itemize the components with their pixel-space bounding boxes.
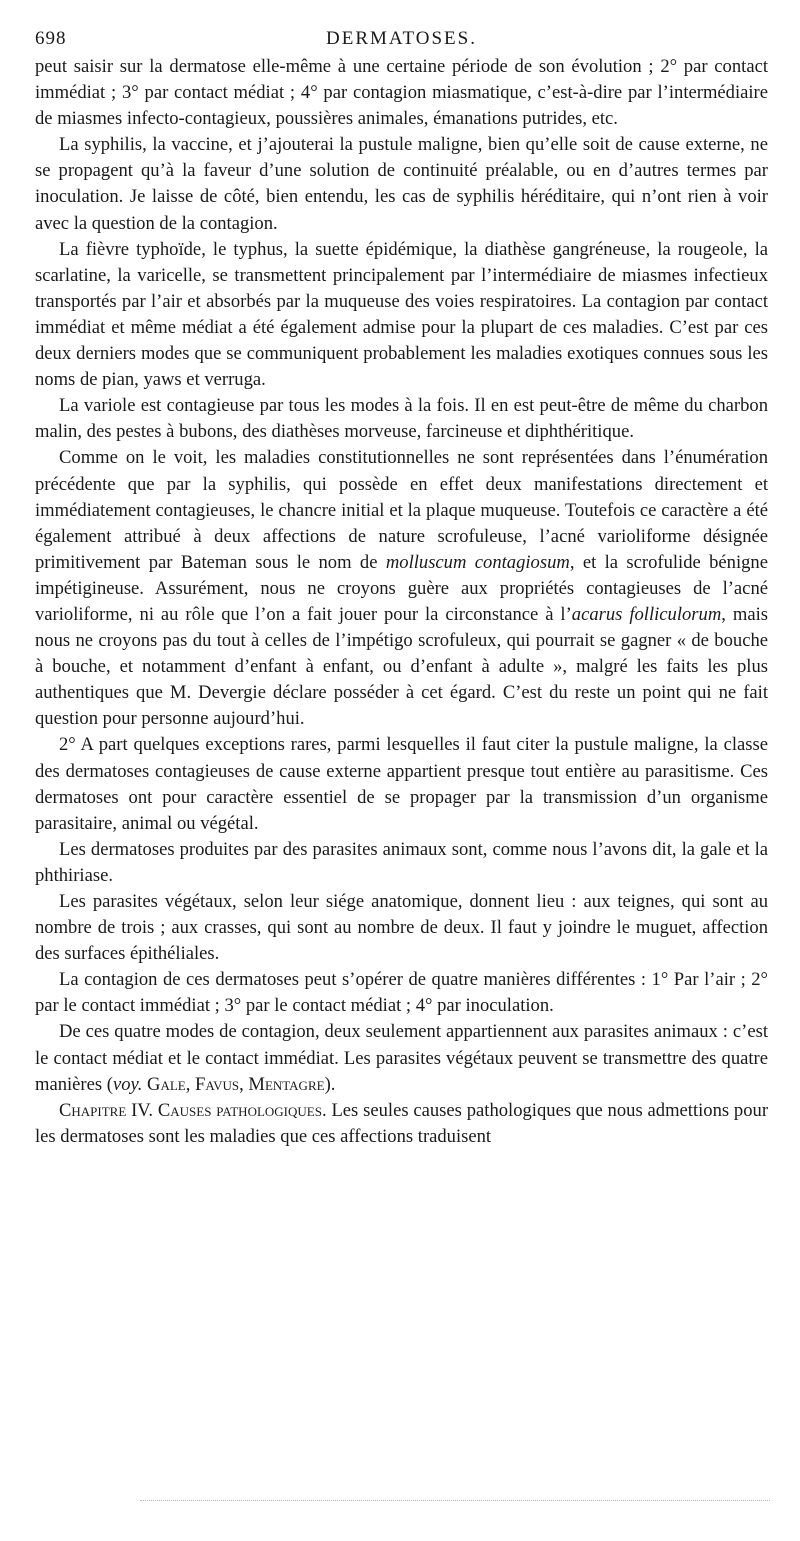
- footer-rule: [140, 1500, 770, 1501]
- cross-ref-gale: Gale: [147, 1073, 186, 1095]
- chapter-label: Chapitre IV.: [59, 1099, 153, 1121]
- cross-ref-mentagre: Mentagre: [248, 1073, 325, 1095]
- chapter-title: Causes pathologiques.: [157, 1099, 327, 1121]
- paragraph-6: 2° A part quelques exceptions rares, parmi lesquelles il faut citer la pustule maligne, la classe des dermatoses contagieuses de cause externe appartient presque tout entière au parasitisme. Ces dermatoses ont pour caractère essentiel de se propager par la transmission d’un organisme parasitaire, animal ou végétal.: [35, 734, 768, 834]
- paragraph-5-text-c: , et la scrofulide bénigne impétigineuse. Assurément, nous ne croyons guère aux propriétés contagieuses de l’acné varioliforme, ni au rôle que l’on a fait jouer pour la circonstance à l’: [35, 551, 768, 625]
- term-acarus-folliculorum: acarus folliculorum: [571, 603, 722, 625]
- running-title: DERMATOSES.: [326, 28, 477, 49]
- paragraph-2: La syphilis, la vaccine, et j’ajouterai la pustule maligne, bien qu’elle soit de cause externe, ne se propagent qu’à la faveur d’une solution de continuité préalable, ou en d’autres termes par inoculation. Je laisse de côté, bien entendu, les cas de syphilis héréditaire, qui n’ont rien à voir avec la question de la contagion.: [35, 134, 768, 234]
- paragraph-8: Les parasites végétaux, selon leur siége anatomique, donnent lieu : aux teignes, qui sont au nombre de trois ; aux crasses, qui sont au nombre de deux. Il faut y joindre le muguet, affection des surfaces épithéliales.: [35, 891, 768, 965]
- paragraph-4: La variole est contagieuse par tous les modes à la fois. Il en est peut-être de même du charbon malin, des pestes à bubons, des diathèses morveuse, farcineuse et diphthéritique.: [35, 395, 768, 443]
- paragraph-11-text: Les seules causes pathologiques que nous admettions pour les dermatoses sont les maladies que ces affections traduisent: [35, 1099, 769, 1147]
- paragraph-10-text: De ces quatre modes de contagion, deux seulement appartiennent aux parasites animaux : c’est le contact médiat et le contact immédiat. Les parasites végétaux peuvent se transmettre des quatre manières (: [35, 1021, 768, 1095]
- separator: ,: [185, 1073, 196, 1095]
- page-number: 698: [35, 28, 67, 49]
- separator: ,: [239, 1073, 249, 1095]
- paragraph-5-text-e: , mais nous ne croyons pas du tout à celles de l’impétigo scrofuleux, qui pourrait se gagner « de bouche à bouche, et notamment d’enfant à enfant, ou d’enfant à adulte », malgré les faits les plus authentiques que M. Devergie déclare posséder à cet égard. C’est du reste un point qui ne fait question pour personne aujourd’hui.: [35, 603, 768, 730]
- closing-paren: ).: [324, 1073, 336, 1095]
- cross-ref-favus: Favus: [195, 1073, 240, 1095]
- paragraph-11: [35, 1098, 768, 1150]
- paragraph-1: peut saisir sur la dermatose elle-même à une certaine période de son évolution ; 2° par contact immédiat ; 3° par contact médiat ; 4° par contagion miasmatique, c’est-à-dire par l’intermédiaire de miasmes infecto-contagieux, poussières animales, émanations putrides, etc.: [35, 56, 768, 130]
- paragraph-9: La contagion de ces dermatoses peut s’opérer de quatre manières différentes : 1° Par l’air ; 2° par le contact immédiat ; 3° par le contact médiat ; 4° par inoculation.: [35, 969, 768, 1017]
- paragraph-10: [35, 1019, 768, 1097]
- paragraph-5-text-a: Comme on le voit, les maladies constitutionnelles ne sont représentées dans l’énumération précédente que par la syphilis, qui possède en effet deux manifestations directement et immédiatement contagieuses, le chancre initial et la plaque muqueuse. Toutefois ce caractère a été également attribué à deux affections de nature scrofuleuse, l’acné varioliforme désignée primitivement par Bateman sous le nom de: [35, 447, 768, 573]
- paragraph-3: La fièvre typhoïde, le typhus, la suette épidémique, la diathèse gangréneuse, la rougeole, la scarlatine, la varicelle, se transmettent principalement par l’intermédiaire de miasmes infectieux transportés par l’air et absorbés par la muqueuse des voies respiratoires. La contagion par contact immédiat et même médiat a été également admise pour la plupart de ces maladies. C’est par ces deux derniers modes que se communiquent probablement les maladies exotiques connues sous les noms de pian, yaws et verruga.: [35, 238, 768, 391]
- body-text: [35, 54, 768, 1150]
- voy-abbreviation: voy.: [112, 1073, 143, 1095]
- term-molluscum-contagiosum: molluscum contagiosum: [385, 551, 570, 573]
- page-header: [35, 28, 768, 54]
- paragraph-7: Les dermatoses produites par des parasites animaux sont, comme nous l’avons dit, la gale et la phthiriase.: [35, 838, 768, 886]
- paragraph-5: [35, 445, 768, 732]
